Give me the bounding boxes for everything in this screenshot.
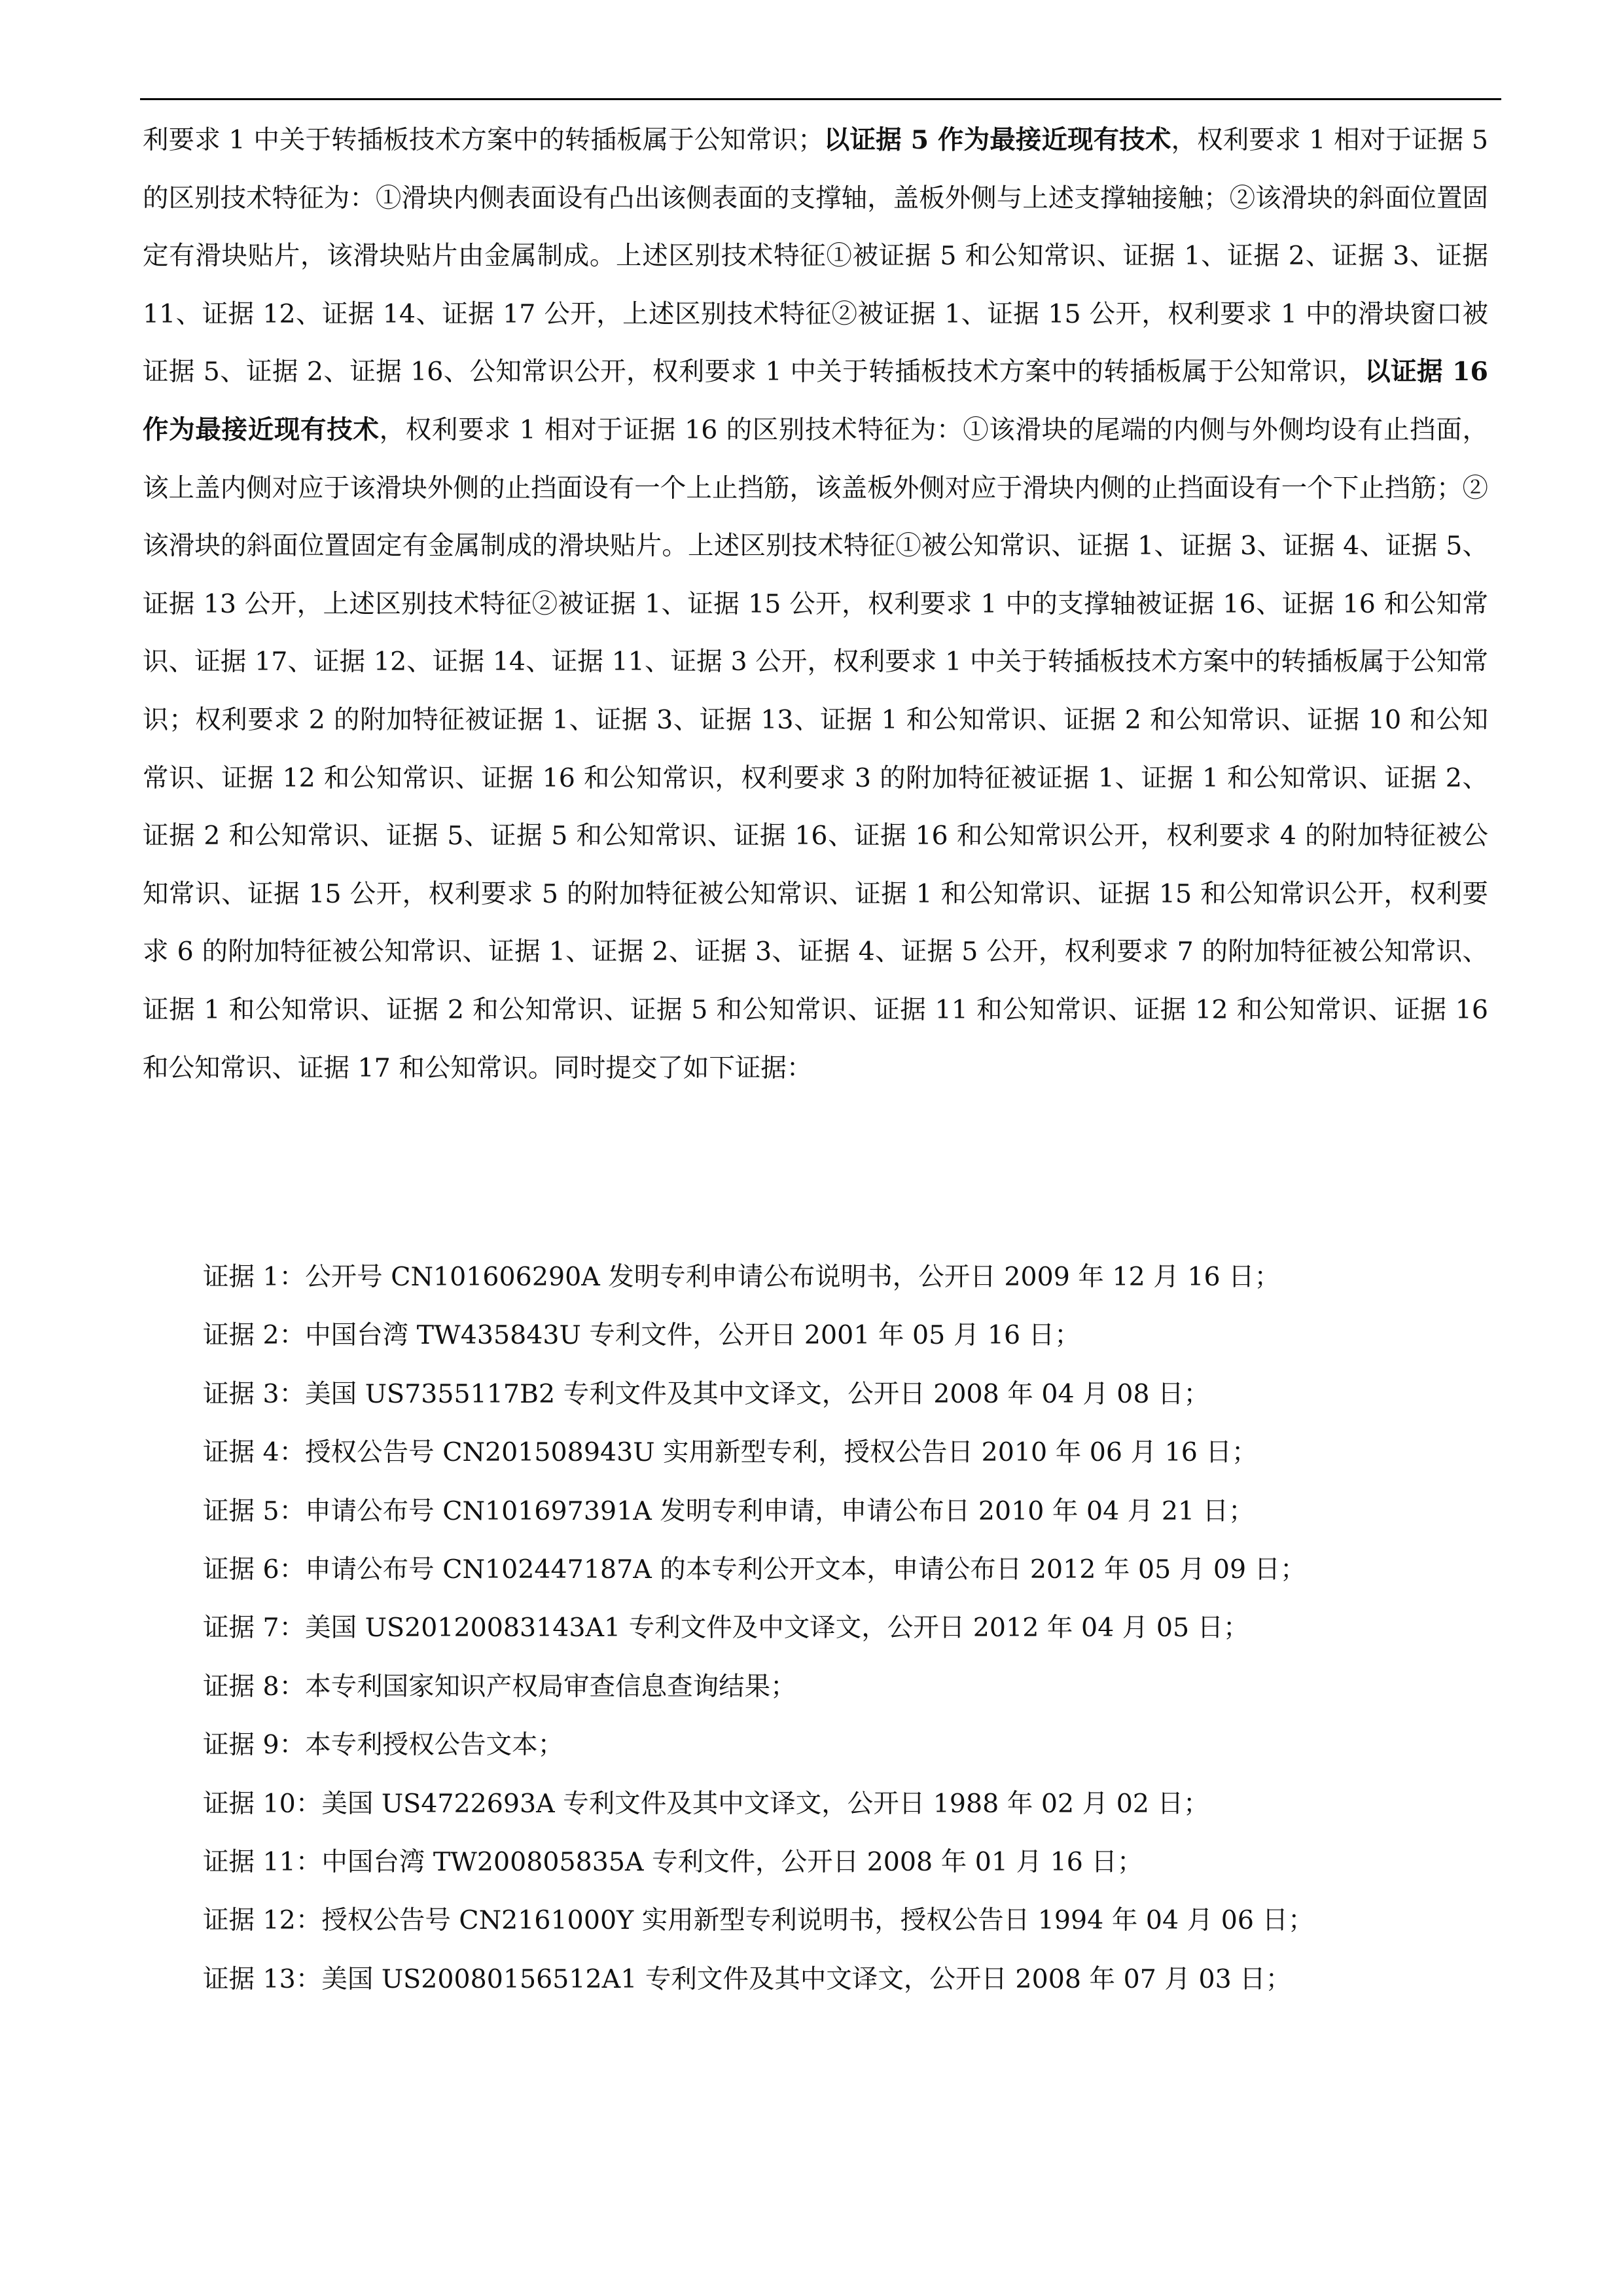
evidence-list — [203, 1248, 1499, 2009]
evidence-item: 证据 7：美国 US20120083143A1 专利文件及中文译文，公开日 2012 年 04 月 05 日； — [203, 1613, 1249, 1643]
text-run: ，权利要求 1 相对于证据 16 的区别技术特征为：①该滑块的尾端的内侧与外侧均设有止挡面，该上盖内侧对应于该滑块外侧的止挡面设有一个上止挡筋，该盖板外侧对应于滑块内侧的止挡面设有一个下止挡筋；②该滑块的斜面位置固定有金属制成的滑块贴片。上述区别技术特征①被公知常识、证据 1、证据 3、证据 4、证据 5、证据 13 公开，上述区别技术特征②被证据 1、证据 15 公开，权利要求 1 中的支撑轴被证据 16、证据 16 和公知常识、证据 17、证据 12、证据 14、证据 11、证据 3 公开，权利要求 1 中关于转插板技术方案中的转插板属于公知常识；权利要求 2 的附加特征被证据 1、证据 3、证据 13、证据 1 和公知常识、证据 2 和公知常识、证据 10 和公知常识、证据 12 和公知常识、证据 16 和公知常识，权利要求 3 的附加特征被证据 1、证据 1 和公知常识、证据 2、证据 2 和公知常识、证据 5、证据 5 和公知常识、证据 16、证据 16 和公知常识公开，权利要求 4 的附加特征被公知常识、证据 15 公开，权利要求 5 的附加特征被公知常识、证据 1 和公知常识、证据 15 和公知常识公开，权利要求 6 的附加特征被公知常识、证据 1、证据 2、证据 3、证据 4、证据 5 公开，权利要求 7 的附加特征被公知常识、证据 1 和公知常识、证据 2 和公知常识、证据 5 和公知常识、证据 11 和公知常识、证据 12 和公知常识、证据 16 和公知常识、证据 17 和公知常识。同时提交了如下证据： — [143, 414, 1489, 1083]
header-rule — [140, 98, 1501, 100]
evidence-item: 证据 10：美国 US4722693A 专利文件及其中文译文，公开日 1988 年 02 月 02 日； — [203, 1788, 1209, 1819]
evidence-item: 证据 3：美国 US7355117B2 专利文件及其中文译文，公开日 2008 年 04 月 08 日； — [203, 1378, 1210, 1409]
bold-text-run: 以证据 16 作为最接近现有技术 — [143, 357, 1488, 445]
evidence-item: 证据 4：授权公告号 CN201508943U 实用新型专利，授权公告日 2010 年 06 月 16 日； — [203, 1437, 1258, 1468]
evidence-item: 证据 1：公开号 CN101606290A 发明专利申请公布说明书，公开日 2009 年 12 月 16 日； — [203, 1262, 1281, 1292]
evidence-item: 证据 12：授权公告号 CN2161000Y 实用新型专利说明书，授权公告日 1994 年 04 月 06 日； — [203, 1905, 1314, 1936]
evidence-item: 证据 2：中国台湾 TW435843U 专利文件，公开日 2001 年 05 月 16 日； — [203, 1320, 1080, 1351]
text-run: 利要求 1 中关于转插板技术方案中的转插板属于公知常识； — [143, 125, 824, 155]
evidence-item: 证据 5：申请公布号 CN101697391A 发明专利申请，申请公布日 2010 年 04 月 21 日； — [203, 1496, 1255, 1526]
evidence-item: 证据 9：本专利授权公告文本； — [203, 1730, 564, 1761]
evidence-item: 证据 13：美国 US20080156512A1 专利文件及其中文译文，公开日 2008 年 07 月 03 日； — [203, 1964, 1292, 1994]
paragraph — [143, 111, 1488, 1097]
text-run: ，权利要求 1 相对于证据 5 的区别技术特征为：①滑块内侧表面设有凸出该侧表面的支撑轴，盖板外侧与上述支撑轴接触；②该滑块的斜面位置固定有滑块贴片，该滑块贴片由金属制成。上述区别技术特征①被证据 5 和公知常识、证据 1、证据 2、证据 3、证据 11、证据 12、证据 14、证据 17 公开，上述区别技术特征②被证据 1、证据 15 公开，权利要求 1 中的滑块窗口被证据 5、证据 2、证据 16、公知常识公开，权利要求 1 中关于转插板技术方案中的转插板属于公知常识， — [143, 125, 1488, 387]
evidence-item: 证据 6：申请公布号 CN102447187A 的本专利公开文本，申请公布日 2012 年 05 月 09 日； — [203, 1554, 1306, 1585]
bold-text-run: 以证据 5 作为最接近现有技术 — [823, 125, 1171, 155]
body-paragraph — [143, 111, 1488, 1097]
evidence-item: 证据 8：本专利国家知识产权局审查信息查询结果； — [203, 1671, 796, 1702]
evidence-item: 证据 11：中国台湾 TW200805835A 专利文件，公开日 2008 年 01 月 16 日； — [203, 1847, 1143, 1878]
